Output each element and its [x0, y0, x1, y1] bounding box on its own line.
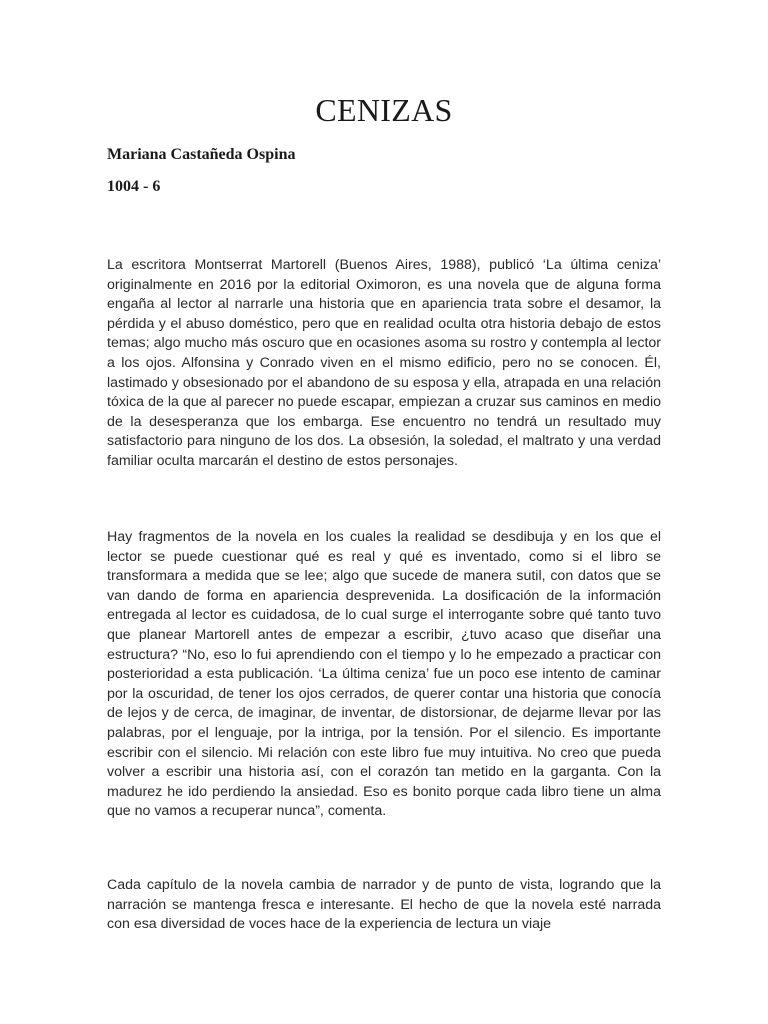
document-title: CENIZAS: [315, 92, 453, 128]
paragraph-2: Hay fragmentos de la novela en los cuales la realidad se desdibuja y en los que el lector se puede cuestionar qué es real y qué es inventado, como si el libro se transformara a medida que se lee; algo que sucede de manera sutil, con datos que se van dando de forma en apariencia desprevenida. La dosificación de la información entregada al lector es cuidadosa, de lo cual surge el interrogante sobre qué tanto tuvo que planear Martorell antes de empezar a escribir, ¿tuvo acaso que diseñar una estructura? “No, eso lo fui aprendiendo con el tiempo y lo he empezado a practicar con posterioridad a esta publicación. ‘La última ceniza’ fue un poco ese intento de caminar por la oscuridad, de tener los ojos cerrados, de querer contar una historia que conocía de lejos y de cerca, de imaginar, de inventar, de distorsionar, de dejarme llevar por las palabras, por el lenguaje, por la intriga, por la tensión. Por el silencio. Es importante escribir con el silencio. Mi relación con este libro fue muy intuitiva. No creo que pueda volver a escribir una historia así, con el corazón tan metido en la garganta. Con la madurez he ido perdiendo la ansiedad. Eso es bonito porque cada libro tiene un alma que no vamos a recuperar nunca”, comenta.: [107, 529, 661, 820]
author-name: Mariana Castañeda Ospina: [107, 146, 296, 163]
paragraph-3: Cada capítulo de la novela cambia de narrador y de punto de vista, logrando que la narración se mantenga fresca e interesante. El hecho de que la novela esté narrada con esa diversidad de voces hace de la experiencia de lectura un viaje: [107, 877, 661, 933]
course-code: 1004 - 6: [107, 178, 161, 195]
paragraph-1: La escritora Montserrat Martorell (Buenos Aires, 1988), publicó ‘La última ceniza’ originalmente en 2016 por la editorial Oximoron, es una novela que de alguna forma engaña al lector al narrarle una historia que en apariencia trata sobre el desamor, la pérdida y el abuso doméstico, pero que en realidad oculta otra historia debajo de estos temas; algo mucho más oscuro que en ocasiones asoma su rostro y contempla al lector a los ojos. Alfonsina y Conrado viven en el mismo edificio, pero no se conocen. Él, lastimado y obsesionado por el abandono de su esposa y ella, atrapada en una relación tóxica de la que al parecer no puede escapar, empiezan a cruzar sus caminos en medio de la desesperanza que los embarga. Ese encuentro no tendrá un resultado muy satisfactorio para ninguno de los dos. La obsesión, la soledad, el maltrato y una verdad familiar oculta marcarán el destino de estos personajes.: [107, 257, 661, 469]
